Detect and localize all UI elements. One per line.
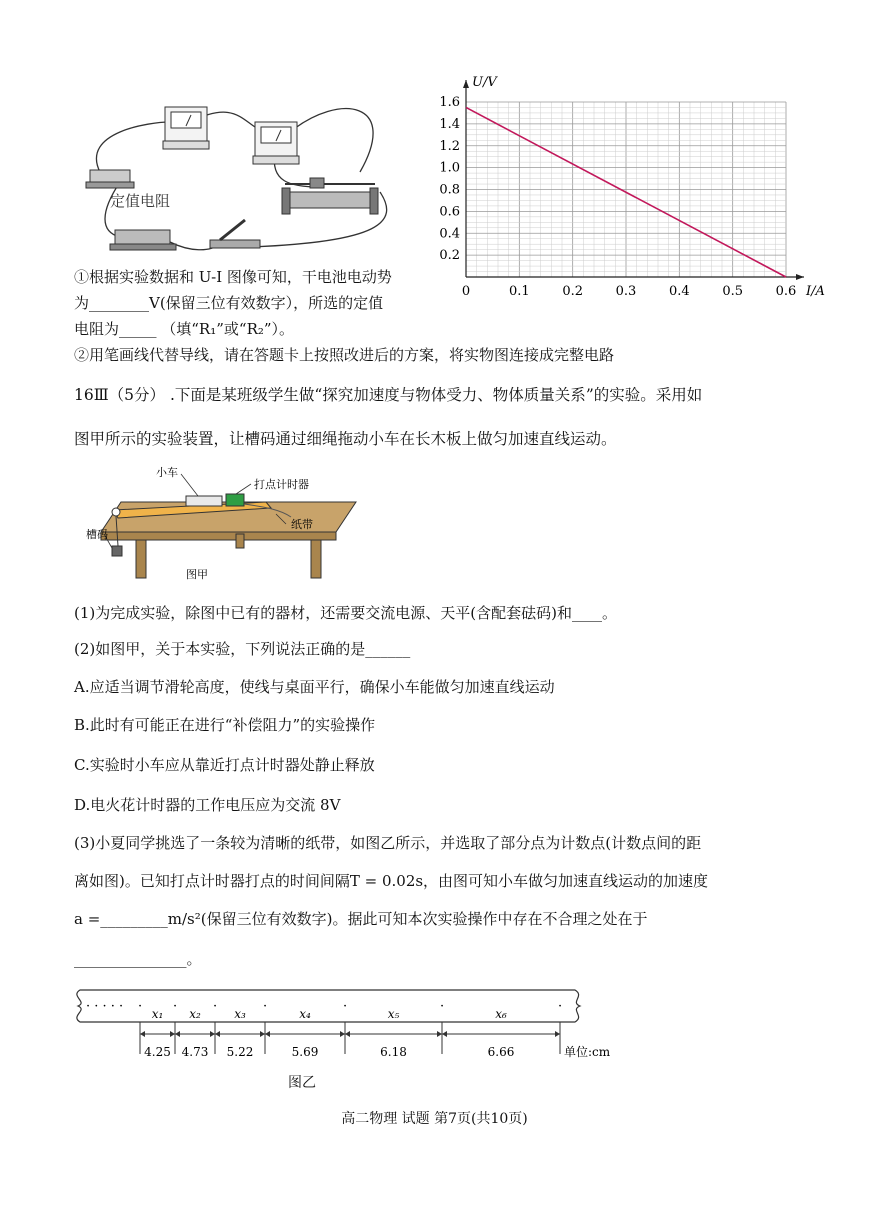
x-tick-label: 0.1 [508, 284, 530, 299]
q15-line2: 为________V(保留三位有效数字），所选的定值 [74, 294, 384, 312]
x-tick-label: 0.3 [615, 284, 637, 299]
tape-value: 4.25 [144, 1045, 171, 1059]
tape-point: · [440, 999, 445, 1014]
tape-diagram [70, 988, 611, 1098]
tape-arrow [210, 1031, 215, 1037]
label-weight: 槽码 [86, 528, 108, 541]
q16-p3a: (3)小夏同学挑选了一条较为清晰的纸带，如图乙所示，并选取了部分点为计数点(计数点间的距 [74, 834, 702, 852]
tape-arrow [170, 1031, 175, 1037]
tape-point: · [343, 999, 348, 1014]
tape-arrow [140, 1031, 145, 1037]
x-tick-label: 0.6 [775, 284, 797, 299]
voltmeter [163, 107, 209, 149]
y-tick-label: 0.6 [439, 204, 460, 220]
resistor-label: 定值电阻 [110, 192, 171, 210]
label-tape: 纸带 [291, 518, 313, 531]
tape-value: 5.22 [226, 1045, 254, 1059]
tape-figure [70, 988, 611, 1098]
battery [110, 230, 176, 250]
q16-p2: (2)如图甲，关于本实验，下列说法正确的是______ [74, 640, 411, 658]
tape-label: x₂ [189, 1007, 201, 1021]
q16-header: 16Ⅲ（5分） .下面是某班级学生做“探究加速度与物体受力、物体质量关系”的实验。采用如 [74, 386, 703, 404]
q16-p1: (1)为完成实验，除图中已有的器材，还需要交流电源、天平(含配套砝码)和____。 [74, 604, 617, 622]
tape-dots: · · · · · [86, 999, 124, 1014]
y-axis-label: U/V [472, 75, 497, 90]
tape-arrow [265, 1031, 270, 1037]
y-tick-label: 1.6 [439, 95, 460, 110]
ui-chart-svg [430, 68, 825, 303]
apparatus-diagram [86, 462, 376, 582]
q16-optA: A.应适当调节滑轮高度，使线与桌面平行，确保小车能做匀加速直线运动 [74, 678, 555, 696]
x-tick-label: 0 [461, 284, 471, 299]
q15-line1: ①根据实验数据和 U-I 图像可知，干电池电动势 [74, 268, 392, 286]
x-tick-label: 0.5 [722, 284, 744, 299]
apparatus-figure [86, 462, 376, 582]
y-tick-label: 1.4 [439, 116, 460, 132]
tape-label: x₆ [495, 1007, 507, 1021]
y-axis-arrow [463, 80, 469, 88]
y-tick-label: 1.2 [439, 138, 460, 154]
x-tick-label: 0.2 [562, 284, 584, 299]
q16-optB: B.此时有可能正在进行“补偿阻力”的实验操作 [74, 716, 376, 734]
tape-value: 6.66 [487, 1045, 515, 1059]
tape-arrow [340, 1031, 345, 1037]
tape-point: · [138, 999, 143, 1014]
y-tick-label: 1.0 [439, 160, 460, 176]
tape-value: 6.18 [380, 1045, 407, 1059]
y-tick-label: 0.2 [439, 248, 460, 264]
ui-chart [430, 68, 825, 303]
q16-optD: D.电火花计时器的工作电压应为交流 8V [74, 796, 341, 814]
q16-optC: C.实验时小车应从靠近打点计时器处静止释放 [74, 756, 375, 774]
tape-label: x₄ [299, 1007, 311, 1021]
tape-value: 4.73 [181, 1045, 209, 1059]
tape-label: x₃ [234, 1007, 246, 1021]
label-timer: 打点计时器 [254, 478, 309, 491]
tape-arrow [442, 1031, 447, 1037]
q15-line3: 电阻为_____ （填“R₁”或“R₂”）。 [74, 320, 295, 338]
x-tick-label: 0.4 [668, 284, 690, 299]
switch [210, 220, 260, 248]
tape-point: · [213, 999, 218, 1014]
q15-line4: ②用笔画线代替导线，请在答题卡上按照改进后的方案，将实物图连接成完整电路 [74, 346, 615, 364]
q16-p3b: 离如图)。已知打点计时器打点的时间间隔T = 0.02s，由图可知小车做匀加速直线运动的加速度 [74, 872, 709, 890]
tape-arrow [215, 1031, 220, 1037]
tape-value: 5.69 [291, 1045, 319, 1059]
tape-label: x₅ [387, 1007, 400, 1021]
fixed-resistor [86, 170, 134, 188]
circuit-figure [60, 92, 440, 264]
tape-point: · [263, 999, 268, 1014]
apparatus-caption: 图甲 [186, 568, 208, 581]
ammeter [253, 122, 299, 164]
q16-p3d: _______________。 [74, 950, 202, 968]
page-footer: 高二物理 试题 第7页(共10页) [341, 1111, 528, 1127]
tape-point: · [558, 999, 563, 1014]
tape-arrow [175, 1031, 180, 1037]
q16-p3c: a =_________m/s²(保留三位有效数字)。据此可知本次实验操作中存在不合理之处在于 [74, 910, 648, 928]
y-tick-label: 0.8 [439, 182, 460, 198]
q16-header2: 图甲所示的实验装置，让槽码通过细绳拖动小车在长木板上做匀加速直线运动。 [74, 430, 617, 448]
x-axis-arrow [796, 274, 804, 280]
y-tick-label: 0.4 [439, 226, 460, 242]
tape-arrow [555, 1031, 560, 1037]
tape-unit: 单位:cm [564, 1045, 611, 1059]
tape-caption: 图乙 [288, 1075, 316, 1091]
tape-arrow [437, 1031, 442, 1037]
rheostat [282, 178, 378, 214]
circuit-diagram [60, 92, 440, 264]
tape-arrow [260, 1031, 265, 1037]
tape-label: x₁ [151, 1007, 164, 1021]
x-axis-label: I/A [806, 284, 825, 299]
tape-arrow [345, 1031, 350, 1037]
tape-point: · [173, 999, 178, 1014]
label-car: 小车 [156, 466, 178, 479]
